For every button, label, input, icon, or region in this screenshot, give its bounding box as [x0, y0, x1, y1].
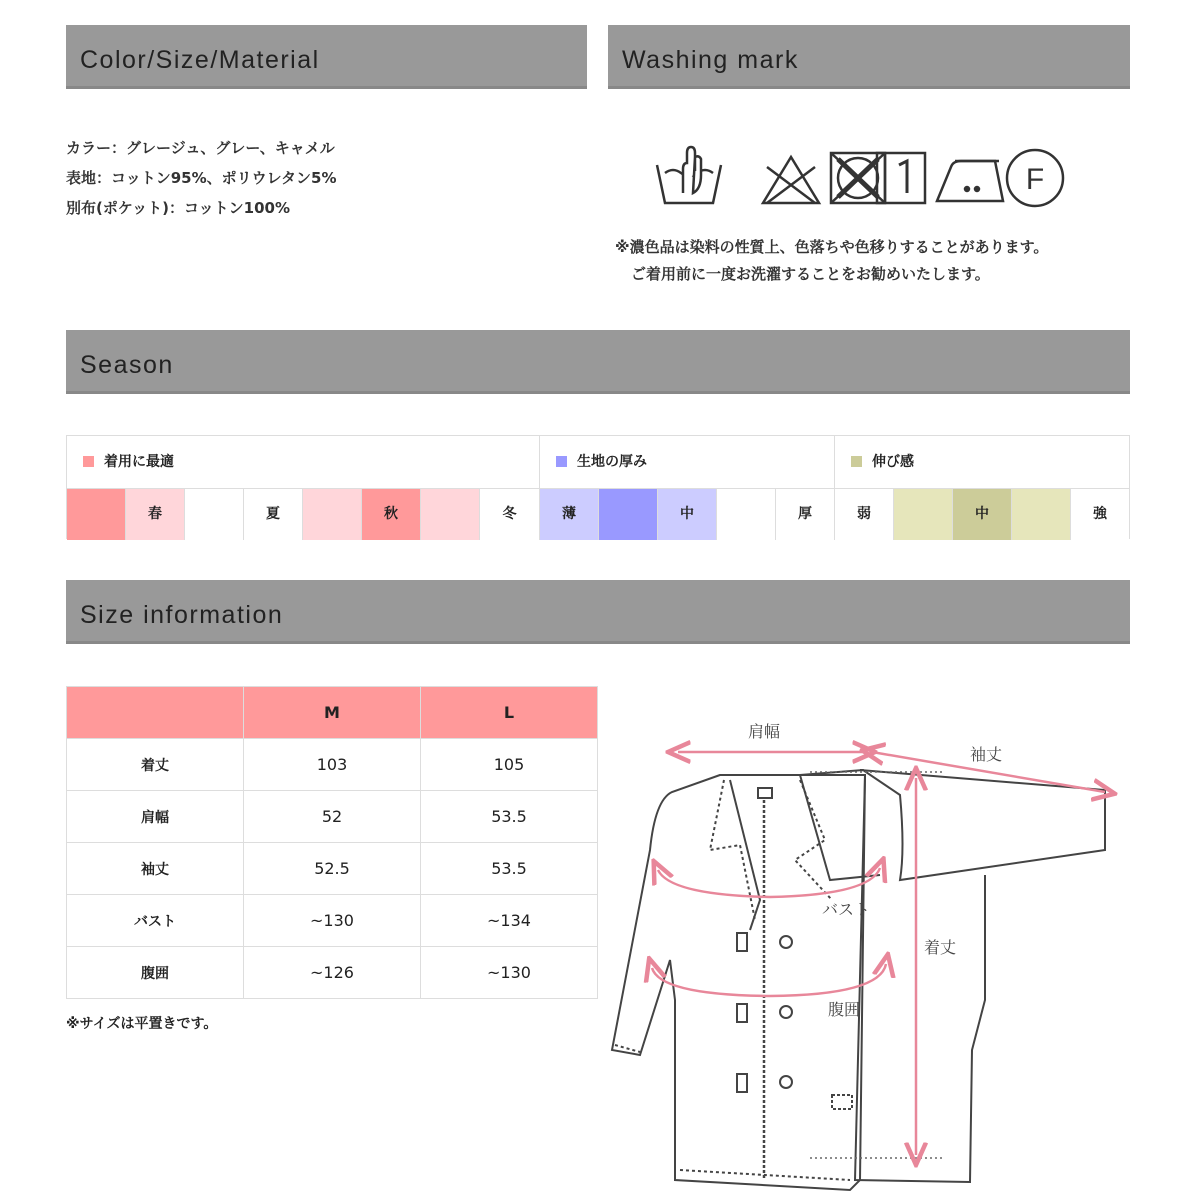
season-cell-10: 中 [658, 489, 717, 540]
season-bar-cell [303, 489, 362, 540]
washing-icons [655, 145, 1075, 215]
size-table-corner [67, 687, 244, 739]
season-cell-7: 冬 [480, 489, 540, 540]
material-pocket: 別布(ポケット)：コットン100% [66, 199, 291, 217]
dry-clean-f-icon [1007, 150, 1063, 206]
hand-wash-icon [657, 147, 721, 203]
iron-low-icon [937, 161, 1003, 201]
row-label: 肩幅 [67, 791, 244, 843]
table-row [67, 895, 598, 947]
legend-square [556, 456, 567, 467]
season-bar-cell [894, 489, 953, 540]
material-color: カラー：グレージュ、グレー、キャメル [66, 139, 335, 157]
season-cell-8: 薄 [540, 489, 599, 540]
no-bleach-icon [763, 157, 819, 203]
label-bust: バスト [822, 900, 871, 919]
size-note: ※サイズは平置きです。 [66, 1016, 218, 1032]
table-row [67, 947, 598, 999]
cell-m: 103 [244, 739, 421, 791]
coat-outline [612, 770, 1105, 1190]
cell-m: ~126 [244, 947, 421, 999]
label-length: 着丈 [924, 938, 957, 957]
legend-square [851, 456, 862, 467]
season-cell-5: 秋 [362, 489, 421, 540]
size-col-l: L [421, 687, 598, 739]
season-scale-row [67, 488, 1129, 541]
season-cell-12: 厚 [776, 489, 835, 540]
season-table [66, 435, 1130, 539]
section-header-season: Season [66, 330, 1130, 394]
season-group-stretch: 伸び感 [835, 436, 1130, 488]
season-cell-17: 強 [1071, 489, 1129, 540]
section-header-color-size-material: Color/Size/Material [66, 25, 587, 89]
table-row [67, 843, 598, 895]
cell-l: 53.5 [421, 791, 598, 843]
washing-note-line1: ※濃色品は染料の性質上、色落ちや色移りすることがあります。 [615, 238, 1049, 256]
table-row [67, 791, 598, 843]
row-label: 着丈 [67, 739, 244, 791]
svg-text:F: F [1025, 163, 1045, 196]
row-label: 腹囲 [67, 947, 244, 999]
row-label: 袖丈 [67, 843, 244, 895]
measurement-arrows [652, 752, 1105, 1155]
size-table-header [67, 687, 598, 739]
cell-l: 105 [421, 739, 598, 791]
material-info [66, 133, 336, 223]
cell-m: ~130 [244, 895, 421, 947]
season-group-best: 着用に最適 [67, 436, 540, 488]
season-group-thickness: 生地の厚み [540, 436, 835, 488]
season-bar-cell [67, 489, 126, 540]
size-table [66, 686, 598, 999]
size-col-m: M [244, 687, 421, 739]
season-cell-1: 春 [126, 489, 185, 540]
legend-square [83, 456, 94, 467]
season-cell-15: 中 [953, 489, 1012, 540]
table-row [67, 739, 598, 791]
label-sleeve: 袖丈 [970, 745, 1003, 764]
material-surface: 表地：コットン95%、ポリウレタン5% [66, 169, 337, 187]
cell-l: 53.5 [421, 843, 598, 895]
cell-m: 52.5 [244, 843, 421, 895]
season-bar-cell [421, 489, 480, 540]
season-bar-cell [717, 489, 776, 540]
cell-l: ~134 [421, 895, 598, 947]
row-label: バスト [67, 895, 244, 947]
section-header-size-information: Size information [66, 580, 1130, 644]
washing-note-line2: ご着用前に一度お洗濯することをお勧めいたします。 [631, 265, 990, 283]
season-cell-13: 弱 [835, 489, 894, 540]
washing-note [615, 234, 1048, 288]
reference-lines [810, 772, 945, 1158]
cell-m: 52 [244, 791, 421, 843]
coat-measurement-diagram [600, 700, 1160, 1195]
drip-dry-icon [877, 153, 925, 203]
section-header-washing-mark: Washing mark [608, 25, 1130, 89]
season-bar-cell [599, 489, 658, 540]
season-bar-cell [185, 489, 244, 540]
cell-l: ~130 [421, 947, 598, 999]
label-shoulder: 肩幅 [748, 722, 781, 741]
label-waist: 腹囲 [828, 1000, 861, 1019]
season-bar-cell [1012, 489, 1071, 540]
season-cell-3: 夏 [244, 489, 303, 540]
